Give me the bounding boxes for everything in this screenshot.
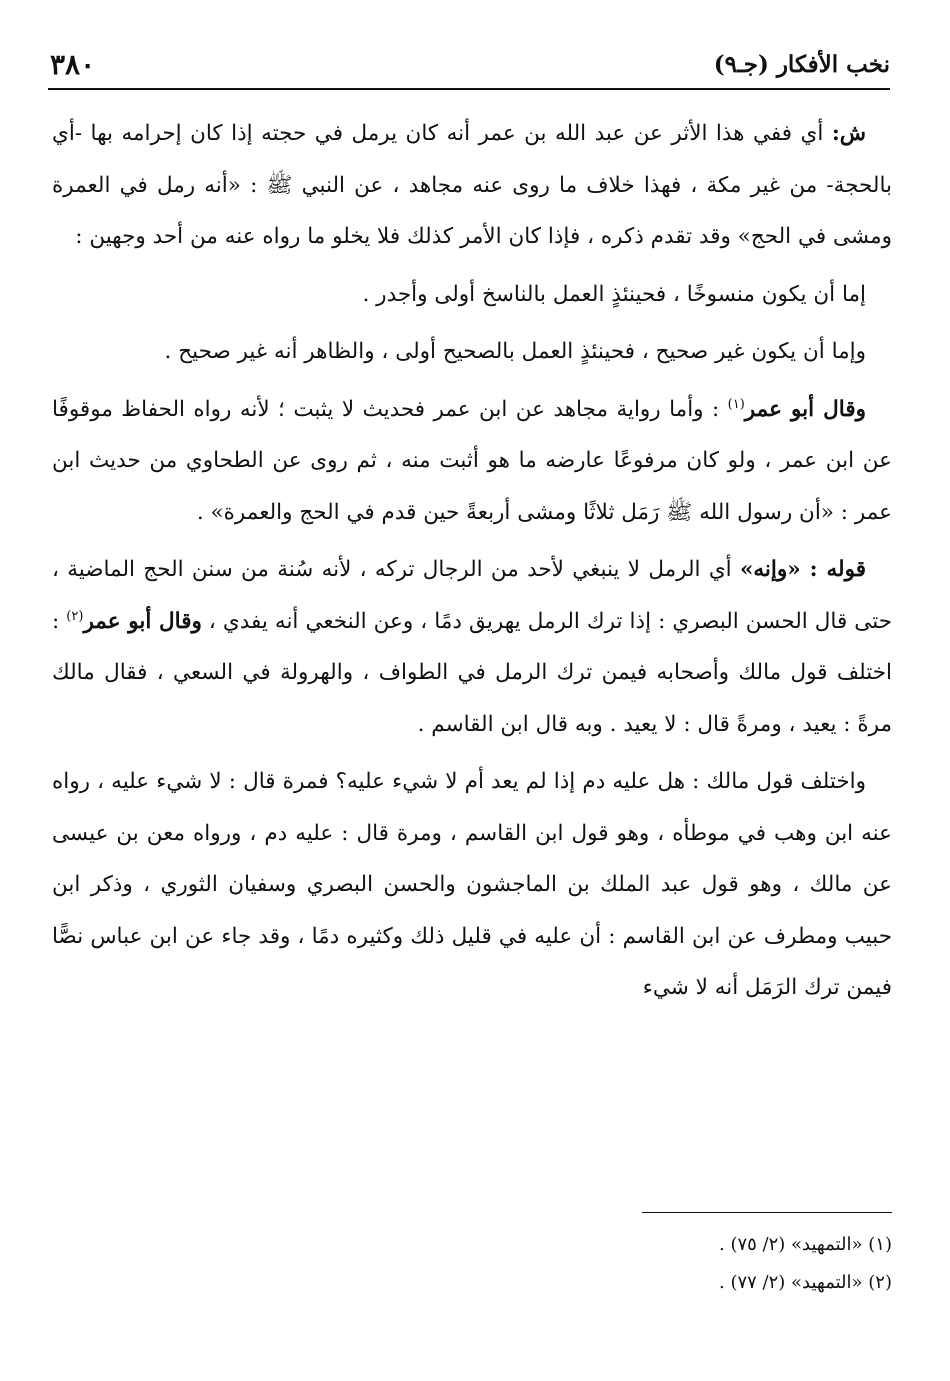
main-text xyxy=(52,108,892,1020)
paragraph-2 xyxy=(52,269,892,321)
paragraph-1-text: أي ففي هذا الأثر عن عبد الله بن عمر أنه كان يرمل في حجته إذا كان إحرامه بها -أي بالحجة- من غير مكة ، فهذا خلاف ما روى عنه مجاهد ، عن النبي ﷺ : «أنه رمل في العمرة ومشى في الحج» وقد تقدم ذكره ، فإذا كان الأمر كذلك فلا يخلو ما رواه عنه من أحد وجهين : xyxy=(52,121,892,249)
page-number: ٣٨٠ xyxy=(50,47,96,81)
paragraph-5-text-a: أي الرمل لا ينبغي لأحد من الرجال تركه ، لأنه سُنة من سنن الحج الماضية ، حتى قال الحسن البصري : إذا ترك الرمل يهريق دمًا ، وعن النخعي أنه يفدي ، xyxy=(52,557,892,634)
quote-lead: وقال أبو عمر xyxy=(744,396,866,422)
paragraph-3 xyxy=(52,326,892,378)
quote-lead: قوله : «وإنه» xyxy=(739,557,866,582)
footnote-2: (٢) «التمهيد» (٢/ ٧٧) . xyxy=(719,1272,892,1293)
running-title: نخب الأفكار (جـ٩) xyxy=(713,50,890,78)
paragraph-4-text: : وأما رواية مجاهد عن ابن عمر فحديث لا يثبت ؛ لأنه رواه الحفاظ موقوفًا عن ابن عمر ، ولو كان مرفوعًا عارضه ما هو أثبت منه ، ثم روى عن الطحاوي من حديث ابن عمر : «أن رسول الله ﷺ رَمَل ثلاثًا ومشى أربعةً حين قدم في الحج والعمرة» . xyxy=(52,396,892,525)
footnote-ref-2[interactable]: (٢) xyxy=(66,608,84,624)
paragraph-2-text: إما أن يكون منسوخًا ، فحينئذٍ العمل بالناسخ أولى وأجدر . xyxy=(362,281,866,307)
paragraph-5-text-b: : اختلف قول مالك وأصحابه فيمن ترك الرمل في الطواف ، والهرولة في السعي ، فقال مالك مرةً : يعيد ، ومرةً قال : لا يعيد . وبه قال ابن القاسم . xyxy=(52,608,892,737)
footnotes xyxy=(52,1226,892,1302)
page-header xyxy=(50,44,890,84)
commentary-marker: ش: xyxy=(831,121,866,146)
footnote-rule xyxy=(642,1212,892,1213)
footnote-1: (١) «التمهيد» (٢/ ٧٥) . xyxy=(719,1234,892,1255)
quote-lead-2: وقال أبو عمر xyxy=(83,608,202,634)
paragraph-3-text: وإما أن يكون غير صحيح ، فحينئذٍ العمل بالصحيح أولى ، والظاهر أنه غير صحيح . xyxy=(164,339,866,364)
paragraph-5 xyxy=(52,544,892,750)
footnote-ref-1[interactable]: (١) xyxy=(727,396,745,412)
paragraph-6 xyxy=(52,756,892,1014)
header-rule xyxy=(48,88,890,90)
paragraph-1 xyxy=(52,108,892,263)
paragraph-6-text: واختلف قول مالك : هل عليه دم إذا لم يعد أم لا شيء عليه؟ فمرة قال : لا شيء عليه ، رواه عنه ابن وهب في موطأه ، وهو قول ابن القاسم ، ومرة قال : عليه دم ، ورواه معن بن عيسى عن مالك ، وهو قول عبد الملك بن الماجشون والحسن البصري وسفيان الثوري ، وذكر ابن حبيب ومطرف عن ابن القاسم : أن عليه في قليل ذلك وكثيره دمًا ، وقد جاء عن ابن عباس نصًّا فيمن ترك الرَمَل أنه لا شيء xyxy=(52,769,892,1000)
paragraph-4 xyxy=(52,384,892,539)
